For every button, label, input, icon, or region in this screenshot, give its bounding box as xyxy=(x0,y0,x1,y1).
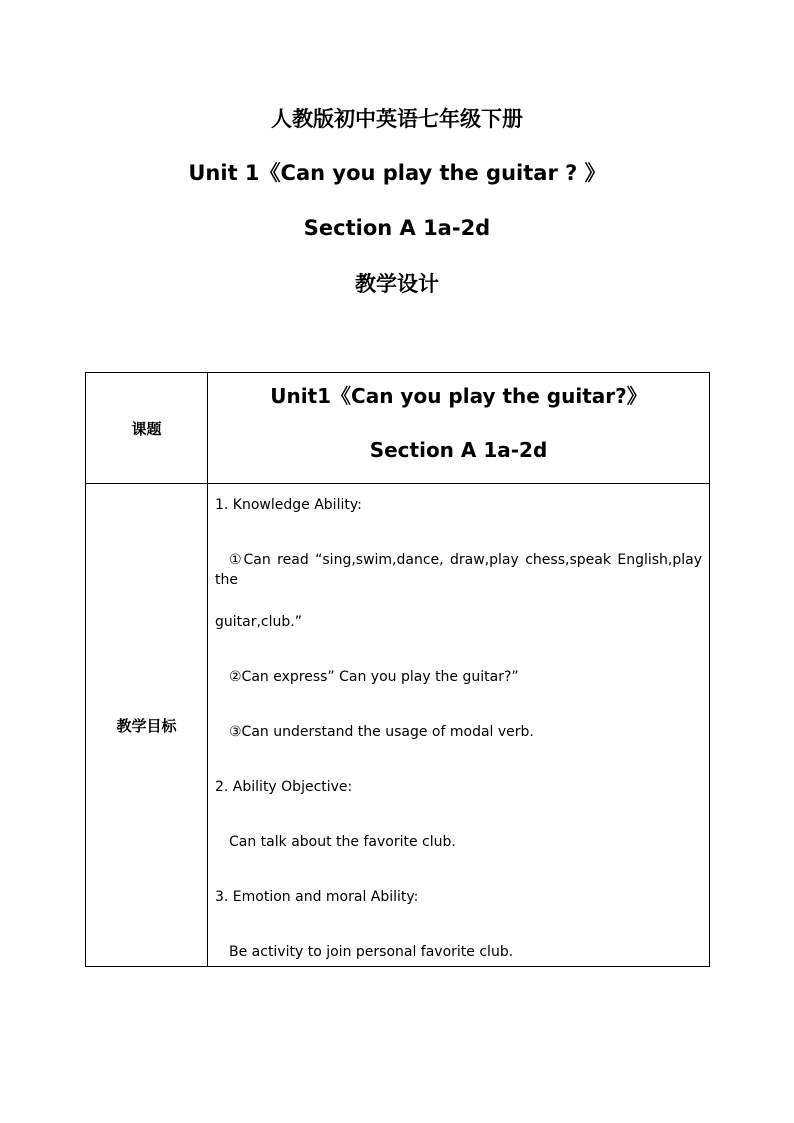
document-subtitle: 教学设计 xyxy=(355,272,439,296)
topic-label: 课题 xyxy=(86,373,208,484)
objective-heading-ability: 2. Ability Objective: xyxy=(215,779,353,795)
topic-unit-title: Unit1《Can you play the guitar?》 xyxy=(270,384,647,408)
objectives-list xyxy=(208,484,709,962)
topic-cell xyxy=(208,373,710,484)
objective-item-talk: Can talk about the favorite club. xyxy=(229,834,456,850)
section-title: Section A 1a-2d xyxy=(303,216,491,240)
table-row-objectives xyxy=(86,484,710,967)
lesson-plan-table xyxy=(85,372,710,967)
objective-heading-knowledge: 1. Knowledge Ability: xyxy=(215,497,362,513)
objective-item-read-line1: ①Can read “sing,swim,dance, draw,play chess,speak English,play the xyxy=(215,552,702,588)
unit-title: Unit 1《Can you play the guitar ? 》 xyxy=(188,161,606,185)
table-row-topic xyxy=(86,373,710,484)
objective-heading-emotion: 3. Emotion and moral Ability: xyxy=(215,889,419,905)
document-title: 人教版初中英语七年级下册 xyxy=(271,107,523,131)
objective-item-read xyxy=(215,550,702,632)
objectives-cell xyxy=(208,484,710,967)
objectives-label: 教学目标 xyxy=(86,484,208,967)
objective-item-read-line2: guitar,club.” xyxy=(215,614,302,630)
objective-item-express: ②Can express” Can you play the guitar?” xyxy=(229,669,519,685)
objective-item-join: Be activity to join personal favorite club. xyxy=(229,944,514,960)
topic-section-title: Section A 1a-2d xyxy=(369,438,548,462)
objective-item-understand: ③Can understand the usage of modal verb. xyxy=(229,724,534,740)
